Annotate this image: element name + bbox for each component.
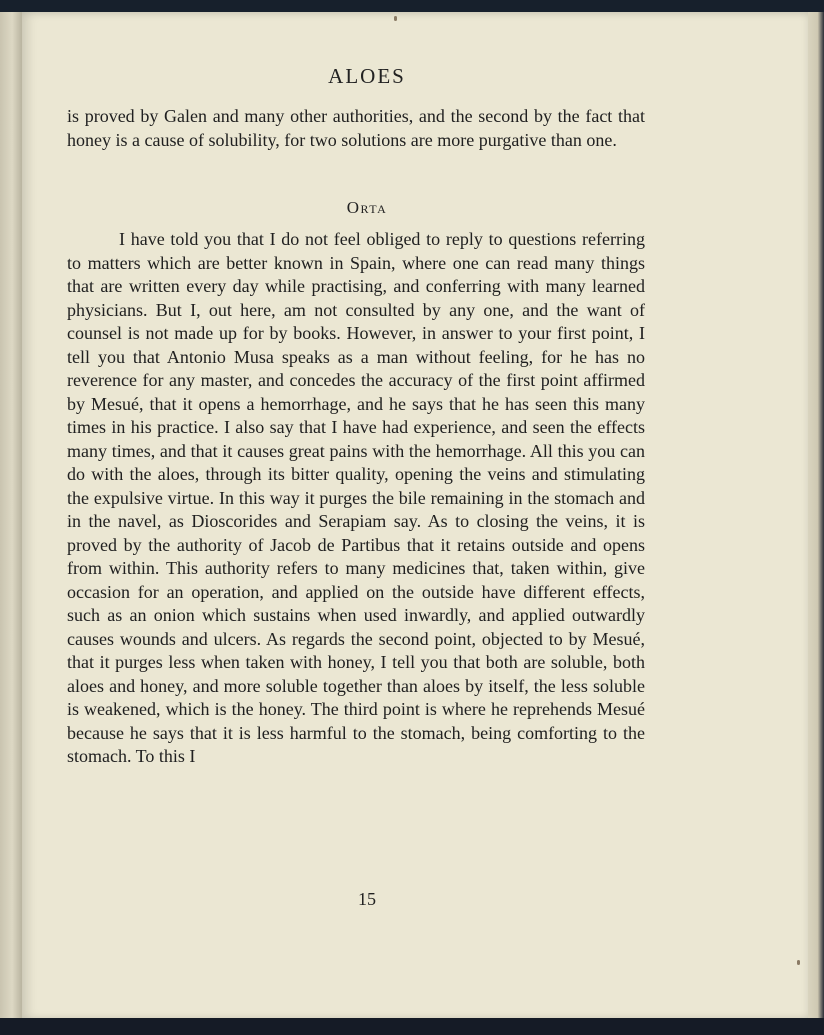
running-head: ALOES [328, 64, 406, 88]
continued-paragraph [67, 105, 645, 152]
paper-speck [394, 16, 397, 21]
paper-speck [797, 960, 800, 965]
paragraph-text: is proved by Galen and many other authorities, and the second by the fact that honey is a cause of solubility, for two solutions are more purgative than one. [67, 106, 645, 150]
book-gutter [0, 12, 22, 1022]
scan-background-bottom [0, 1018, 824, 1035]
body-paragraph [67, 228, 645, 769]
page-number: 15 [358, 889, 376, 909]
paragraph-text: I have told you that I do not feel obliged to reply to questions referring to matters which are better known in Spain, where one can read many things that are written every day while practising, and conferring with many learned physicians. But I, out here, am not consulted by any one, and the want of counsel is not made up for by books. However, in answer to your first point, I tell you that Antonio Musa speaks as a man without feeling, for he has no reverence for any master, and concedes the accuracy of the first point affirmed by Mesué, that it opens a hemorrhage, and he says that he has seen this many times in his practice. I also say that I have had experience, and seen the effects many times, and that it causes great pains with the hemorrhage. All this you can do with the aloes, through its bitter quality, opening the veins and stimulating the expulsive virtue. In this way it purges the bile remaining in the stomach and in the navel, as Dioscorides and Serapiam say. As to closing the veins, it is proved by the authority of Jacob de Partibus that it retains outside and opens from within. This authority refers to many medicines that, taken within, give occasion for an operation, and applied on the outside have different effects, such as an onion which sustains when used inwardly, and applied outwardly causes wounds and ulcers. As regards the second point, objected to by Mesué, that it purges less when taken with honey, I tell you that both are soluble, both aloes and honey, and more soluble together than aloes by itself, the less soluble is weakened, which is the honey. The third point is where he reprehends Mesué because he says that it is less harmful to the stomach, being comforting to the stomach. To this I [67, 229, 645, 766]
page-edge [808, 12, 824, 1022]
section-heading: Orta [346, 198, 388, 217]
